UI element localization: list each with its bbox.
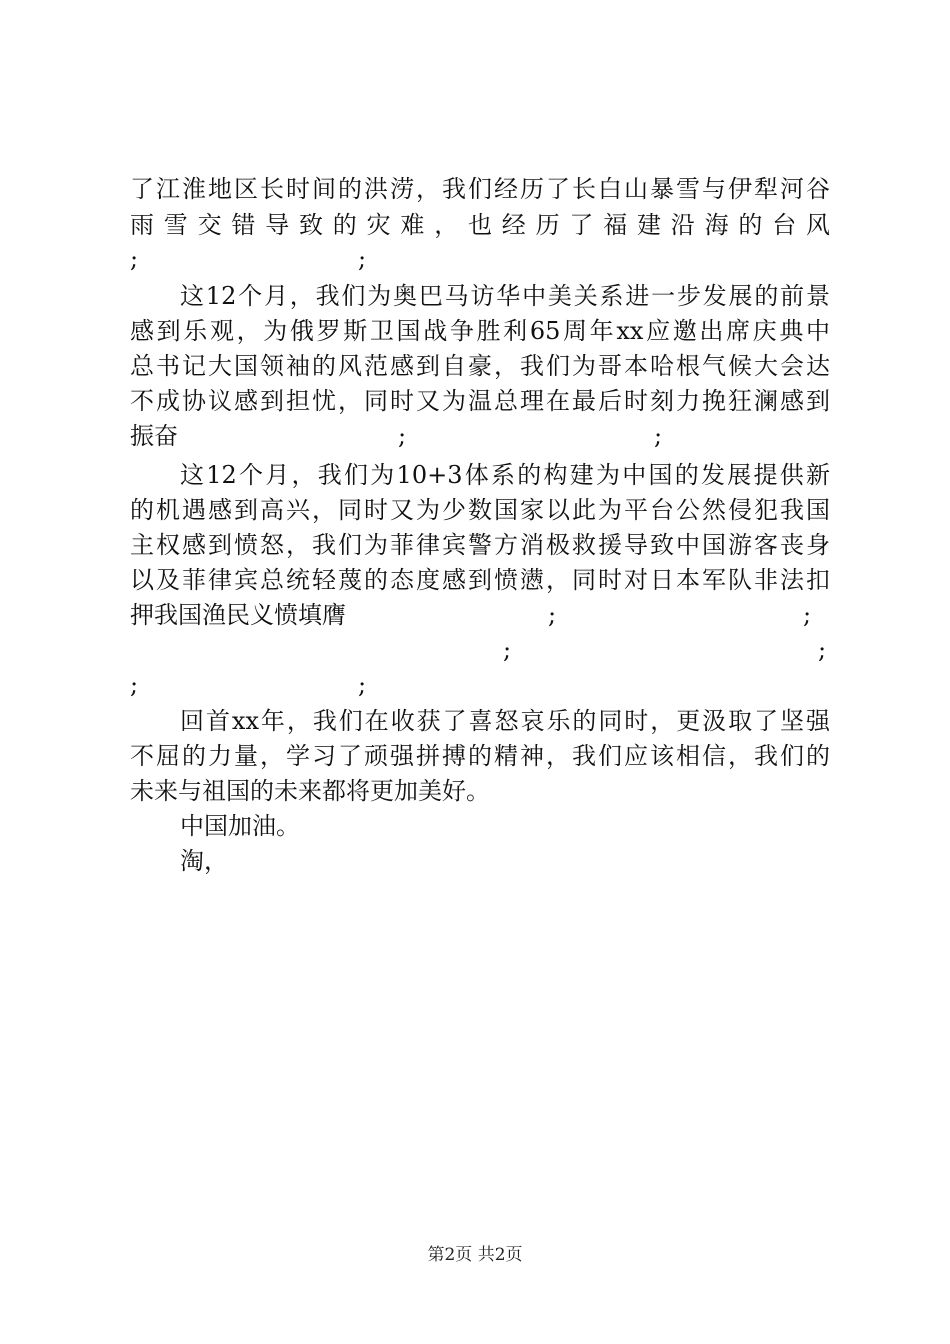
paragraph2-line2: 感到乐观，为俄罗斯卫国战争胜利65周年xx应邀出席庆典中 <box>130 317 830 345</box>
paragraph2-separator: ; <box>398 422 407 450</box>
paragraph3-line1: 这12个月，我们为10+3体系的构建为中国的发展提供新 <box>180 461 830 489</box>
paragraph2-line3: 总书记大国领袖的风范感到自豪，我们为哥本哈根气候大会达 <box>130 352 830 380</box>
paragraph4-line1: 回首xx年，我们在收获了喜怒哀乐的同时，更汲取了坚强 <box>180 707 830 735</box>
paragraph3-line4: 以及菲律宾总统轻蔑的态度感到愤懑，同时对日本军队非法扣 <box>130 566 830 594</box>
paragraph3-line2: 的机遇感到高兴，同时又为少数国家以此为平台公然侵犯我国 <box>130 496 830 524</box>
paragraph1-separator: ; <box>358 245 367 273</box>
paragraph4-line2: 不屈的力量，学习了顽强拼搏的精神，我们应该相信，我们的 <box>130 742 830 770</box>
paragraph3-separator: ; <box>130 671 139 699</box>
paragraph4-line3: 未来与祖国的未来都将更加美好。 <box>130 777 490 805</box>
paragraph3-line5: 押我国渔民义愤填膺 <box>130 601 346 629</box>
paragraph1-separator: ; <box>130 245 139 273</box>
paragraph3-separator: ; <box>548 601 557 629</box>
page-footer: 第2页 共2页 <box>427 1245 523 1265</box>
paragraph2-line4: 不成协议感到担忧，同时又为温总理在最后时刻力挽狂澜感到 <box>130 387 830 415</box>
paragraph1-line2: 雨雪交错导致的灾难，也经历了福建沿海的台风 <box>130 211 830 239</box>
paragraph3-separator: ; <box>358 671 367 699</box>
paragraph2-line1: 这12个月，我们为奥巴马访华中美关系进一步发展的前景 <box>180 282 830 310</box>
paragraph3-separator: ; <box>818 636 827 664</box>
closing-line: 中国加油。 <box>180 812 300 840</box>
paragraph2-separator: ; <box>654 422 663 450</box>
paragraph3-separator: ; <box>503 636 512 664</box>
paragraph1-line1: 了江淮地区长时间的洪涝，我们经历了长白山暴雪与伊犁河谷 <box>130 175 830 203</box>
paragraph3-separator: ; <box>803 601 812 629</box>
paragraph2-line5: 振奋 <box>130 422 178 450</box>
signature-line: 淘， <box>180 847 228 875</box>
paragraph3-line3: 主权感到愤怒，我们为菲律宾警方消极救援导致中国游客丧身 <box>130 531 830 559</box>
